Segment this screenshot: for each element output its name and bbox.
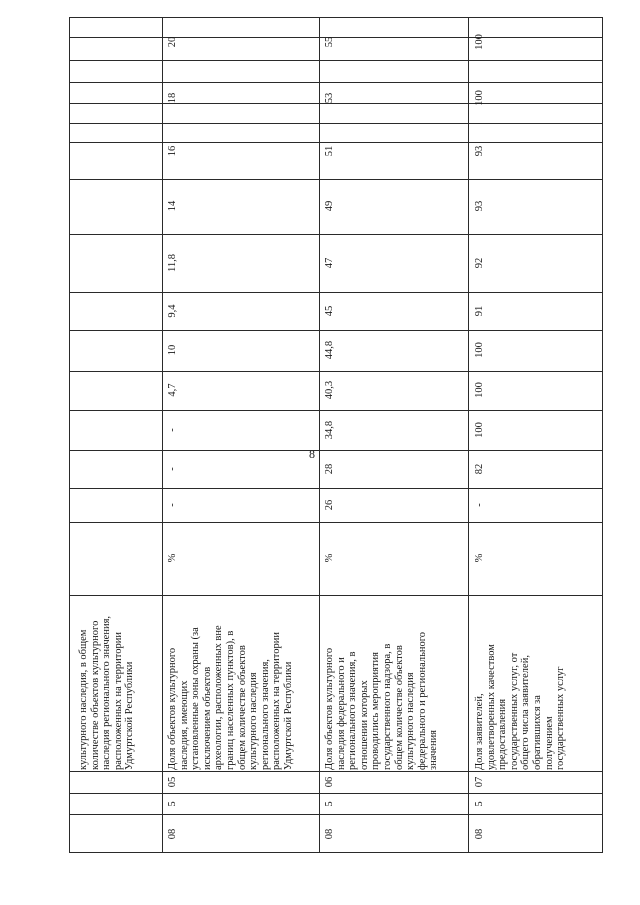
value-cell: 10 xyxy=(166,344,178,356)
value-cell: 16 xyxy=(166,145,178,157)
value-cell: 51 xyxy=(323,145,335,157)
table-line xyxy=(69,814,603,815)
table-line xyxy=(69,37,603,38)
value-cell: 34,8 xyxy=(323,420,335,440)
page-number: 8 xyxy=(309,447,315,461)
value-cell: 92 xyxy=(473,257,485,269)
table-line xyxy=(69,179,603,180)
table-line xyxy=(69,142,603,143)
value-cell: 11,8 xyxy=(166,254,178,272)
table-line xyxy=(319,17,320,853)
value-cell: 100 xyxy=(473,90,485,106)
row-code-3: 06 xyxy=(323,776,335,788)
table-line xyxy=(69,103,603,104)
table-line xyxy=(69,82,603,83)
row-description: Доля объектов культурного наследия, имеющих установленные зоны охраны (за исключением объектов археологии, расположенных вне границ населенных пунктов), в общем количестве объектов культурного наследия регионального значения, расположенных на территории Удмуртской Республики xyxy=(167,625,294,770)
row-code-3: 05 xyxy=(166,776,178,788)
value-cell: 26 xyxy=(323,499,335,511)
table-line xyxy=(69,595,603,596)
row-code-2: 5 xyxy=(323,801,335,807)
value-cell: 47 xyxy=(323,257,335,269)
value-cell: 100 xyxy=(473,34,485,50)
value-cell: 100 xyxy=(473,382,485,398)
row-unit: % xyxy=(166,553,178,563)
value-cell: - xyxy=(166,467,178,471)
row-code-2: 5 xyxy=(473,801,485,807)
value-cell: 93 xyxy=(473,200,485,212)
value-cell: 44,8 xyxy=(323,340,335,360)
table-line xyxy=(69,522,603,523)
table-line xyxy=(69,60,603,61)
table-line xyxy=(162,17,163,853)
table-line xyxy=(69,771,603,772)
continued-description: культурного наследия, в общем количестве объектов культурного наследия регионального значения, расположенных на территории Удмуртской Республики xyxy=(78,615,136,770)
row-code-1: 08 xyxy=(323,828,335,840)
table-line xyxy=(69,793,603,794)
value-cell: - xyxy=(166,503,178,507)
value-cell: 100 xyxy=(473,342,485,358)
value-cell: 40,3 xyxy=(323,380,335,400)
row-unit: % xyxy=(323,553,335,563)
table-line xyxy=(69,450,603,451)
table-line xyxy=(69,488,603,489)
value-cell: - xyxy=(166,428,178,432)
table-line xyxy=(69,234,603,235)
value-cell: 93 xyxy=(473,145,485,157)
row-code-1: 08 xyxy=(166,828,178,840)
row-unit: % xyxy=(473,553,485,563)
value-cell: - xyxy=(473,503,485,507)
value-cell: 53 xyxy=(323,92,335,104)
value-cell: 28 xyxy=(323,463,335,475)
table-line xyxy=(468,17,469,853)
row-description: Доля заявителей, удовлетворенных качеством предоставления государственных услуг, от общего числа заявителей, обратившихся за получением государственных услуг xyxy=(474,644,567,770)
value-cell: 45 xyxy=(323,305,335,317)
table-line xyxy=(69,123,603,124)
table-line xyxy=(69,371,603,372)
row-code-1: 08 xyxy=(473,828,485,840)
value-cell: 100 xyxy=(473,422,485,438)
value-cell: 82 xyxy=(473,463,485,475)
value-cell: 14 xyxy=(166,200,178,212)
row-code-3: 07 xyxy=(473,776,485,788)
value-cell: 18 xyxy=(166,92,178,104)
row-description: Доля объектов культурного наследия федерального и регионального значения, в отношении которых проводились мероприятия государственного надзора, в общем количестве объектов культурного наследия федерального и регионального значения xyxy=(324,631,440,770)
value-cell: 55 xyxy=(323,36,335,48)
table-line xyxy=(69,292,603,293)
value-cell: 9,4 xyxy=(166,304,178,318)
table-line xyxy=(69,330,603,331)
value-cell: 91 xyxy=(473,305,485,317)
row-code-2: 5 xyxy=(166,801,178,807)
value-cell: 49 xyxy=(323,200,335,212)
value-cell: 4,7 xyxy=(166,383,178,397)
table-line xyxy=(69,410,603,411)
value-cell: 20 xyxy=(166,36,178,48)
